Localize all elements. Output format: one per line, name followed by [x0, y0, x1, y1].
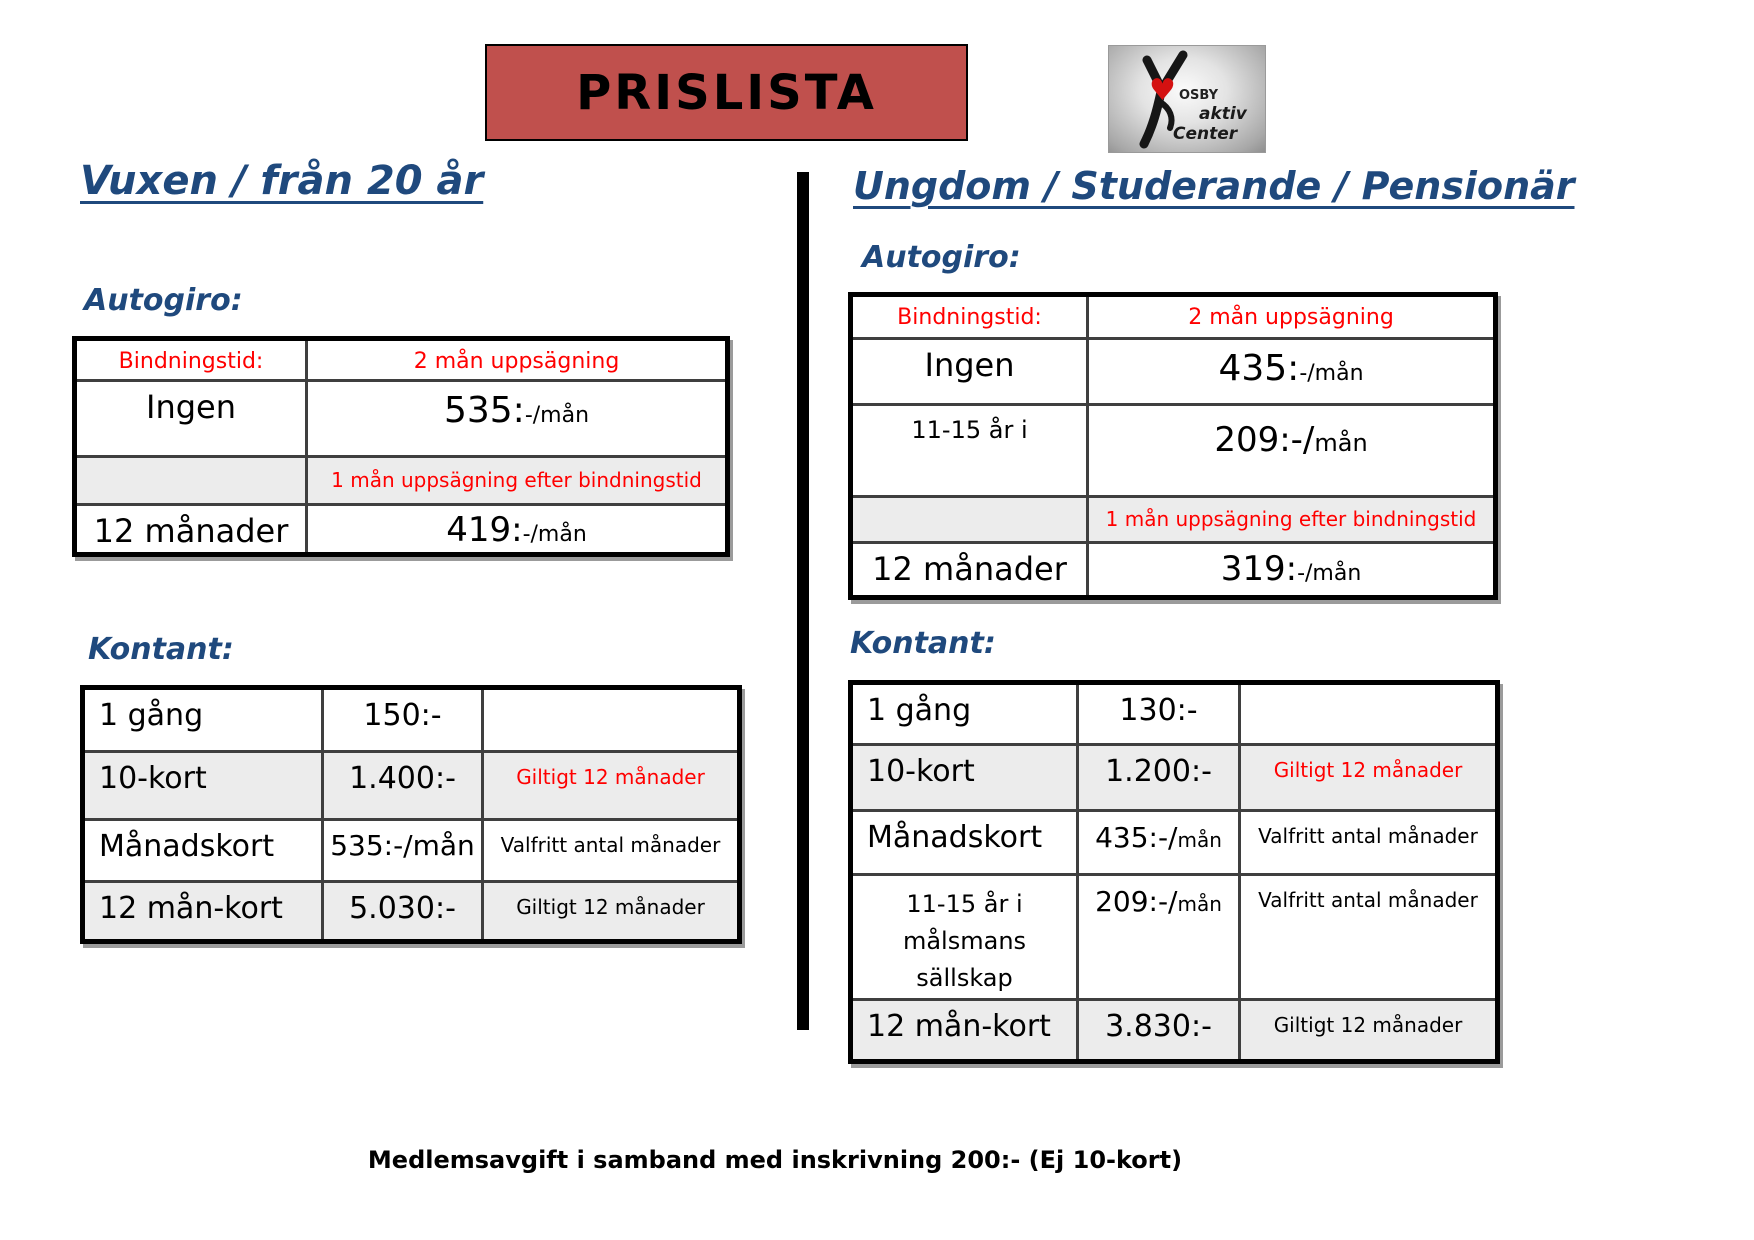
product-line2: målsmans sällskap	[902, 927, 1027, 993]
table-row	[851, 543, 1496, 598]
price-unit: mån	[1177, 828, 1222, 852]
price-value: 209:-/	[1095, 885, 1178, 918]
cell-product: 12 mån-kort	[851, 999, 1078, 1061]
table-row	[851, 875, 1498, 1000]
header-cell-uppsagning: 2 mån uppsägning	[1088, 295, 1496, 339]
cell-price: 3.830:-	[1078, 999, 1240, 1061]
price-unit: mån	[1314, 429, 1368, 457]
cell-note: Giltigt 12 månader	[483, 752, 740, 820]
table-row	[851, 999, 1498, 1061]
page-title: PRISLISTA	[576, 64, 877, 121]
cell-price-ingen	[307, 381, 728, 457]
column-divider	[797, 172, 809, 1030]
cell-binding-ingen: Ingen	[75, 381, 307, 457]
cell-empty	[851, 497, 1088, 543]
header-cell-bindningstid: Bindningstid:	[75, 339, 307, 381]
osby-aktiv-center-logo	[1108, 45, 1266, 153]
cell-product: Månadskort	[851, 811, 1078, 875]
heart-icon: ♥	[1149, 73, 1176, 108]
logo-brand-aktiv-text: aktiv	[1199, 104, 1247, 124]
cell-price	[1078, 875, 1240, 1000]
cell-note: Giltigt 12 månader	[483, 882, 740, 942]
cell-price: 1.400:-	[323, 752, 483, 820]
cell-product: 10-kort	[851, 745, 1078, 811]
cell-price: 5.030:-	[323, 882, 483, 942]
cell-note	[483, 688, 740, 752]
price-value: 435:-/	[1095, 821, 1178, 854]
cell-price-12man	[1088, 543, 1496, 598]
membership-fee-note: Medlemsavgift i samband med inskrivning 200:- (Ej 10-kort)	[367, 1146, 1183, 1174]
left-kontant-label: Kontant:	[88, 632, 234, 667]
left-autogiro-table	[72, 336, 730, 557]
cell-price-ingen	[1088, 339, 1496, 405]
right-autogiro-label: Autogiro:	[862, 240, 1021, 275]
cell-price: 1.200:-	[1078, 745, 1240, 811]
header-cell-uppsagning: 2 mån uppsägning	[307, 339, 728, 381]
cell-note: Valfritt antal månader	[1240, 875, 1498, 1000]
cell-binding-ingen: Ingen	[851, 339, 1088, 405]
header-cell-bindningstid: Bindningstid:	[851, 295, 1088, 339]
logo-brand-center-text: Center	[1173, 124, 1238, 144]
table-row	[851, 295, 1496, 339]
cell-binding-12man: 12 månader	[75, 505, 307, 555]
product-line1: 11-15 år i	[906, 890, 1023, 918]
cell-binding-12man: 12 månader	[851, 543, 1088, 598]
right-kontant-label: Kontant:	[850, 626, 996, 661]
cell-product: 12 mån-kort	[83, 882, 323, 942]
table-row	[851, 497, 1496, 543]
cell-price-1115	[1088, 405, 1496, 497]
cell-price: 150:-	[323, 688, 483, 752]
cell-price-12man	[307, 505, 728, 555]
right-autogiro-table	[848, 292, 1498, 600]
left-kontant-table	[80, 685, 742, 944]
table-row	[851, 405, 1496, 497]
cell-empty	[75, 457, 307, 505]
cell-price: 535:-/mån	[323, 820, 483, 882]
table-row	[75, 457, 728, 505]
table-row	[851, 339, 1496, 405]
price-value: 209:-/	[1214, 420, 1315, 460]
cell-product: 1 gång	[83, 688, 323, 752]
cell-note-uppsagning: 1 mån uppsägning efter bindningstid	[307, 457, 728, 505]
table-row	[83, 820, 740, 882]
cell-note: Valfritt antal månader	[483, 820, 740, 882]
cell-note-uppsagning: 1 mån uppsägning efter bindningstid	[1088, 497, 1496, 543]
cell-binding-1115: 11-15 år i	[851, 405, 1088, 497]
right-kontant-table	[848, 680, 1500, 1064]
price-value: 419:	[446, 510, 523, 550]
page-title-box	[485, 44, 968, 141]
price-unit: -/mån	[524, 403, 590, 428]
cell-note	[1240, 683, 1498, 745]
table-row	[83, 752, 740, 820]
cell-price	[1078, 811, 1240, 875]
table-row	[75, 381, 728, 457]
table-row	[75, 505, 728, 555]
cell-product: 1 gång	[851, 683, 1078, 745]
right-column-heading: Ungdom / Studerande / Pensionär	[853, 164, 1575, 208]
cell-product: Månadskort	[83, 820, 323, 882]
price-value: 535:	[443, 390, 525, 431]
left-column-heading: Vuxen / från 20 år	[80, 158, 484, 204]
table-row	[851, 683, 1498, 745]
price-unit: -/mån	[1299, 361, 1364, 386]
table-row	[83, 882, 740, 942]
table-row	[75, 339, 728, 381]
price-value: 319:	[1220, 549, 1298, 589]
cell-note: Valfritt antal månader	[1240, 811, 1498, 875]
table-row	[851, 811, 1498, 875]
cell-price: 130:-	[1078, 683, 1240, 745]
table-row	[851, 745, 1498, 811]
price-unit: -/mån	[522, 522, 587, 547]
price-unit: -/mån	[1297, 561, 1362, 586]
price-unit: mån	[1177, 892, 1222, 916]
table-row	[83, 688, 740, 752]
logo-org-text: OSBY	[1179, 88, 1219, 103]
cell-note: Giltigt 12 månader	[1240, 745, 1498, 811]
cell-product	[851, 875, 1078, 1000]
cell-note: Giltigt 12 månader	[1240, 999, 1498, 1061]
left-autogiro-label: Autogiro:	[84, 283, 243, 318]
cell-product: 10-kort	[83, 752, 323, 820]
price-value: 435:	[1218, 348, 1300, 389]
